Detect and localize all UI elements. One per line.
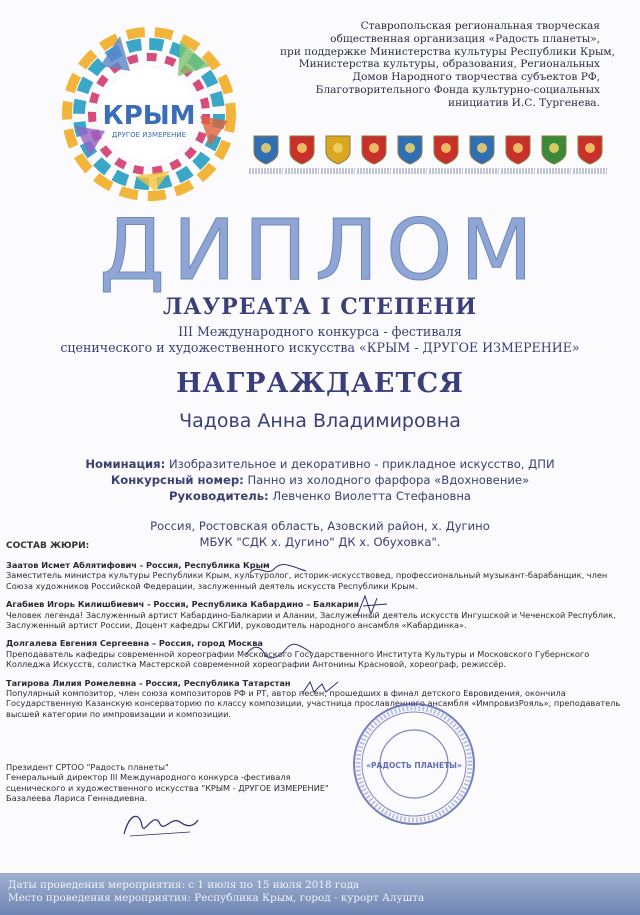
nomination-row <box>0 456 640 472</box>
jury-heading: СОСТАВ ЖЮРИ: <box>6 541 90 551</box>
regional-crest-icon <box>284 134 320 182</box>
director-line: Генеральный директор III Международного конкурса -фестиваля <box>6 772 291 783</box>
logo-tagline: ДРУГОЕ ИЗМЕРЕНИЕ <box>111 131 187 139</box>
logo-name: КРЫМ <box>102 101 196 131</box>
regional-crest-icon <box>536 134 572 182</box>
regional-crest-icon <box>356 134 392 182</box>
festival-logo <box>60 26 238 202</box>
director-line: Президент СРТОО "Радость планеты" <box>6 762 169 772</box>
participant-location <box>0 518 640 550</box>
contest-line: III Международного конкурса - фестиваля <box>178 324 462 339</box>
regional-crest-icon <box>464 134 500 182</box>
event-venue: Место проведения мероприятия: Республика Крым, город - курорт Алушта <box>8 892 425 904</box>
jury-member-name: Тагирова Лилия Ромелевна - Россия, Республика Татарстан <box>6 677 291 688</box>
organizers-line: Благотворительного Фонда культурно-социальных <box>315 83 600 96</box>
organizers-line: Министерства культуры, образования, Региональных <box>298 58 600 71</box>
signature <box>300 678 340 698</box>
director-line: Базалеева Лариса Геннадиевна. <box>6 793 148 804</box>
nomination-label: Номинация: <box>85 457 166 471</box>
award-details <box>0 456 640 504</box>
regional-crests <box>248 134 608 182</box>
organizers-line: общественная организация «Радость планеты», <box>330 32 600 45</box>
event-info-footer <box>0 873 640 915</box>
number-row <box>0 472 640 488</box>
number-label: Конкурсный номер: <box>110 473 244 487</box>
organizers-block <box>280 20 616 110</box>
jury-member-description: Человек легенда! Заслуженный артист Кабардино-Балкарии и Алании, Заслуженный деятель искусств Ингушской и Чеченской Республик, Заслуженный артист России, Доцент кафедры СКГИИ, руководитель народного ансамбля «Кабардинка». <box>6 609 616 631</box>
leader-row <box>0 488 640 504</box>
regional-crest-icon <box>428 134 464 182</box>
stamp-center-text: «РАДОСТЬ ПЛАНЕТЫ» <box>366 761 462 770</box>
jury-member-name: Долгалева Евгения Сергеевна – Россия, город Москва <box>6 638 263 649</box>
official-stamp <box>350 700 478 828</box>
jury-member <box>6 560 622 591</box>
director-signature <box>120 806 200 840</box>
jury-list <box>6 560 622 727</box>
institution-line: МБУК "СДК х. Дугино" ДК х. Обуховка". <box>199 535 441 549</box>
jury-member-description: Преподаватель кафедры современной хореографии Московского Государственного Института Культуры и Московского Губернского Колледжа Искусств, солистка Мастерской современной хореографии Антонины Красновой, хореограф, режиссёр. <box>6 648 590 670</box>
director-line: сценического и художественного искусства "КРЫМ - ДРУГОЕ ИЗМЕРЕНИЕ" <box>6 782 329 793</box>
regional-crest-icon <box>320 134 356 182</box>
recipient-name: Чадова Анна Владимировна <box>179 410 461 432</box>
number-value: Панно из холодного фарфора «Вдохновение» <box>247 473 530 487</box>
organizers-line: Ставропольская региональная творческая <box>360 20 600 32</box>
location-line: Россия, Ростовская область, Азовский район, х. Дугино <box>150 519 490 533</box>
regional-crest-icon <box>392 134 428 182</box>
contest-name <box>0 324 640 356</box>
nomination-value: Изобразительное и декоративно - прикладное искусство, ДПИ <box>168 457 555 471</box>
jury-member <box>6 638 622 669</box>
event-dates: Даты проведения мероприятия: с 1 июля по 15 июля 2018 года <box>8 879 360 891</box>
jury-member-name: Агабиев Игорь Килишбиевич - Россия, Республика Кабардино – Балкария <box>6 599 359 610</box>
organizers-line: инициатив И.С. Тургенева. <box>448 96 600 109</box>
laureate-degree: ЛАУРЕАТА I СТЕПЕНИ <box>162 294 478 320</box>
leader-value: Левченко Виолетта Стефановна <box>272 489 472 503</box>
director-block <box>6 762 366 804</box>
jury-member <box>6 599 622 630</box>
jury-member-description: Заместитель министра культуры Республики Крым, культуролог, историк-искусствовед, профессиональный музыкант-барабанщик, член Союза художников Российской Федерации, заслуженный деятель искусств Республики Крым. <box>6 570 608 591</box>
regional-crest-icon <box>500 134 536 182</box>
regional-crest-icon <box>572 134 608 182</box>
signature <box>353 592 393 620</box>
jury-member-name: Заатов Исмет Аблятифович - Россия, Республика Крым <box>6 560 270 570</box>
organizers-line: при поддержке Министерства культуры Республики Крым, <box>280 45 616 58</box>
awarded-heading: НАГРАЖДАЕТСЯ <box>176 368 464 399</box>
signature <box>248 561 308 579</box>
signature <box>244 641 314 661</box>
organizers-line: Домов Народного творчества субъектов РФ, <box>352 71 600 84</box>
contest-line: сценического и художественного искусства «КРЫМ - ДРУГОЕ ИЗМЕРЕНИЕ» <box>60 340 580 355</box>
jury-member-description: Популярный композитор, член союза композиторов РФ и РТ, автор песен, прошедших в финал детского Евровидения, окончила Государственную Казанскую консерваторию по классу композиции, участница прославленного ансамбля «ИмпровизРояль», преподаватель высшей категории по импровизации и композиции. <box>6 688 621 719</box>
leader-label: Руководитель: <box>168 489 269 503</box>
diploma-title: ДИПЛОМ <box>99 201 541 299</box>
regional-crest-icon <box>248 134 284 182</box>
